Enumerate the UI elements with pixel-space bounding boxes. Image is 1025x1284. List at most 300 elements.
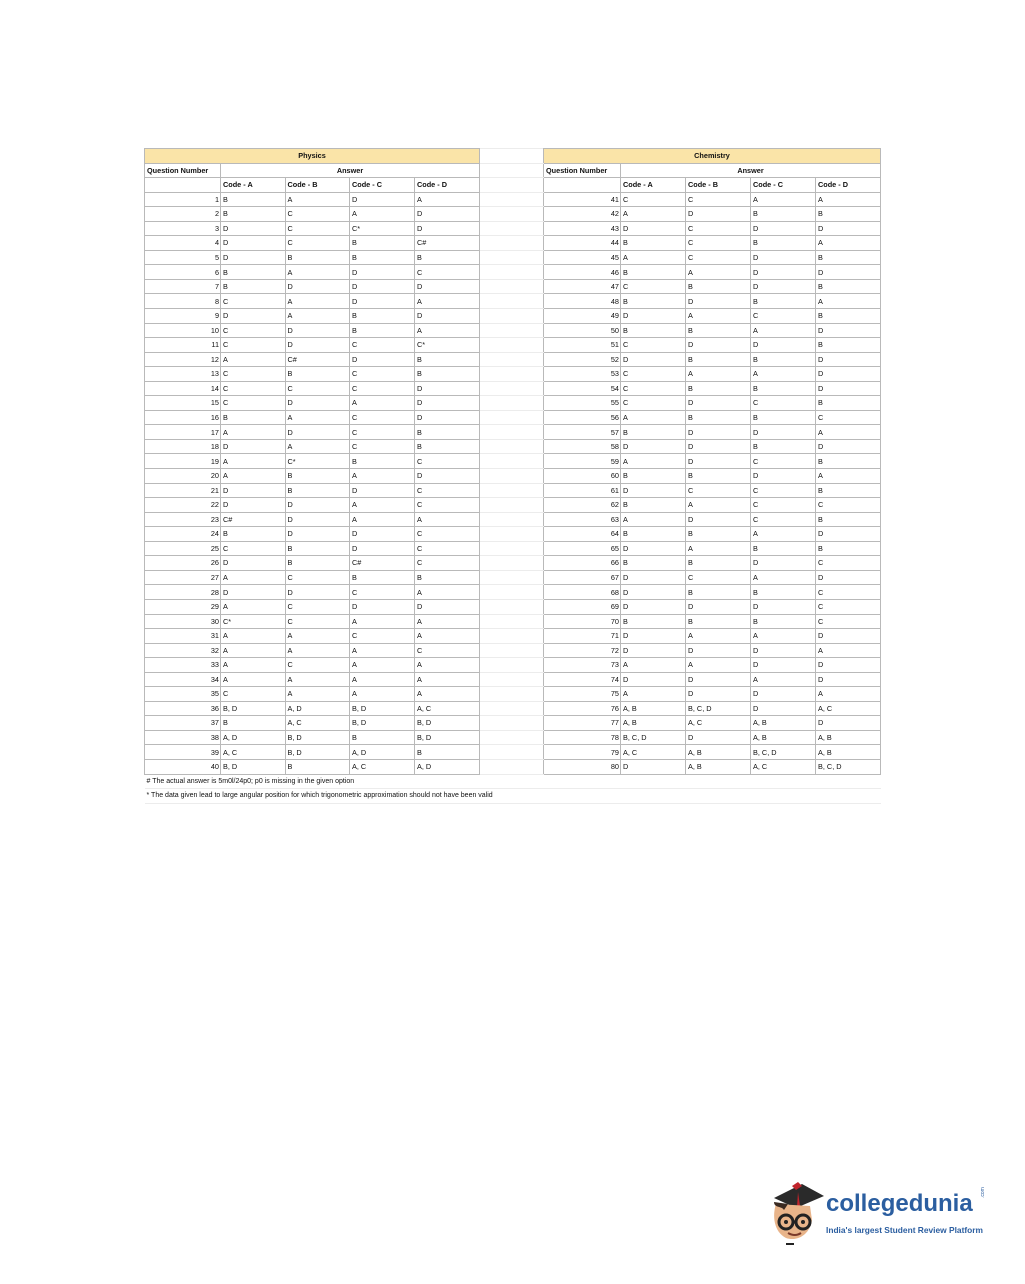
chemistry-answer-cell: A <box>621 410 686 425</box>
chemistry-answer-cell: A <box>751 323 816 338</box>
footnote: # The actual answer is 5m0l/24p0; p0 is missing in the given option <box>145 774 881 789</box>
physics-answer-cell: B <box>221 207 286 222</box>
chemistry-answer-cell: D <box>816 439 881 454</box>
physics-answer-cell: D <box>415 221 480 236</box>
chemistry-answer-cell: B <box>816 207 881 222</box>
brand-tagline: India's largest Student Review Platform <box>826 1225 983 1235</box>
chemistry-answer-cell: A <box>751 672 816 687</box>
chemistry-answer-cell: D <box>686 643 751 658</box>
chemistry-answer-cell: B <box>686 323 751 338</box>
physics-answer-cell: A, D <box>221 730 286 745</box>
physics-answer-cell: D <box>285 527 350 542</box>
physics-answer-cell: C <box>285 658 350 673</box>
chemistry-answer-cell: B, C, D <box>816 759 881 774</box>
physics-answer-cell: D <box>350 352 415 367</box>
chemistry-answer-cell: A, B <box>751 716 816 731</box>
physics-answer-cell: D <box>350 483 415 498</box>
chemistry-answer-cell: C <box>751 498 816 513</box>
answer-header-row <box>145 163 881 178</box>
chemistry-question-number: 72 <box>544 643 621 658</box>
physics-answer-cell: D <box>415 599 480 614</box>
answer-key-sheet <box>144 148 881 804</box>
physics-answer-cell: C <box>285 236 350 251</box>
physics-question-number: 10 <box>145 323 221 338</box>
physics-answer-cell: A <box>221 643 286 658</box>
chemistry-question-number: 44 <box>544 236 621 251</box>
chemistry-answer-cell: D <box>816 323 881 338</box>
physics-answer-cell: C <box>415 556 480 571</box>
chemistry-answer-cell: A <box>686 658 751 673</box>
physics-answer-cell: C <box>415 527 480 542</box>
chemistry-code-header: Code - C <box>751 178 816 193</box>
physics-answer-cell: A <box>221 658 286 673</box>
chemistry-answer-cell: A, B <box>686 759 751 774</box>
chemistry-answer-cell: B <box>816 279 881 294</box>
chemistry-answer-cell: C <box>751 454 816 469</box>
chemistry-answer-cell: A <box>686 309 751 324</box>
physics-answer-cell: A <box>285 687 350 702</box>
physics-answer-cell: C <box>221 367 286 382</box>
table-row <box>145 309 881 324</box>
physics-question-number: 20 <box>145 469 221 484</box>
physics-answer-cell: B <box>415 250 480 265</box>
chemistry-answer-cell: D <box>751 425 816 440</box>
physics-question-number: 37 <box>145 716 221 731</box>
chemistry-answer-cell: D <box>751 265 816 280</box>
physics-question-number: 31 <box>145 629 221 644</box>
physics-answer-cell: B <box>221 716 286 731</box>
chemistry-question-number: 73 <box>544 658 621 673</box>
chemistry-answer-cell: B <box>751 381 816 396</box>
chemistry-answer-cell: B <box>751 541 816 556</box>
physics-answer-cell: A <box>350 643 415 658</box>
physics-answer-cell: B <box>221 527 286 542</box>
chemistry-answer-cell: B <box>686 556 751 571</box>
physics-question-number: 15 <box>145 396 221 411</box>
physics-answer-cell: D <box>350 265 415 280</box>
chemistry-question-number: 47 <box>544 279 621 294</box>
table-row <box>145 570 881 585</box>
chemistry-answer-cell: D <box>816 570 881 585</box>
physics-answer-cell: A <box>415 585 480 600</box>
chemistry-answer-cell: D <box>686 439 751 454</box>
physics-answer-cell: A <box>350 396 415 411</box>
physics-question-number: 6 <box>145 265 221 280</box>
chemistry-answer-cell: A <box>686 367 751 382</box>
chemistry-question-number: 46 <box>544 265 621 280</box>
chemistry-answer-cell: D <box>751 687 816 702</box>
physics-question-number: 32 <box>145 643 221 658</box>
chemistry-answer-cell: C <box>621 338 686 353</box>
chemistry-answer-cell: D <box>816 265 881 280</box>
physics-question-number: 30 <box>145 614 221 629</box>
physics-question-number: 2 <box>145 207 221 222</box>
table-row <box>145 469 881 484</box>
chemistry-answer-cell: A, B <box>621 701 686 716</box>
physics-answer-cell: B <box>350 250 415 265</box>
physics-answer-cell: D <box>285 512 350 527</box>
chemistry-answer-cell: C <box>621 367 686 382</box>
chemistry-answer-cell: B <box>816 454 881 469</box>
physics-answer-cell: C <box>350 367 415 382</box>
chemistry-question-number: 79 <box>544 745 621 760</box>
physics-answer-cell: D <box>221 556 286 571</box>
physics-answer-cell: A <box>415 629 480 644</box>
chemistry-question-number: 76 <box>544 701 621 716</box>
physics-answer-cell: B <box>285 556 350 571</box>
table-row <box>145 221 881 236</box>
physics-answer-cell: D <box>221 236 286 251</box>
chemistry-answer-cell: D <box>686 207 751 222</box>
physics-answer-cell: A <box>285 265 350 280</box>
physics-question-number: 12 <box>145 352 221 367</box>
chemistry-question-number: 43 <box>544 221 621 236</box>
physics-question-number: 23 <box>145 512 221 527</box>
chemistry-answer-cell: D <box>751 701 816 716</box>
chemistry-answer-cell: A <box>816 643 881 658</box>
chemistry-answer-cell: A <box>686 629 751 644</box>
footnote: * The data given lead to large angular position for which trigonometric approximation should not have been valid <box>145 789 881 804</box>
physics-answer-cell: D <box>285 338 350 353</box>
chemistry-answer-cell: B <box>686 410 751 425</box>
chemistry-answer-cell: A <box>751 367 816 382</box>
physics-question-number: 34 <box>145 672 221 687</box>
table-row <box>145 483 881 498</box>
physics-answer-cell: D <box>221 221 286 236</box>
physics-answer-cell: A <box>350 687 415 702</box>
chemistry-answer-cell: A <box>816 192 881 207</box>
chemistry-answer-cell: B <box>621 614 686 629</box>
physics-answer-cell: B <box>415 570 480 585</box>
chemistry-answer-cell: B <box>751 410 816 425</box>
chemistry-answer-cell: A <box>751 192 816 207</box>
physics-code-header: Code - C <box>350 178 415 193</box>
physics-question-number: 39 <box>145 745 221 760</box>
table-row <box>145 265 881 280</box>
chemistry-question-number: 55 <box>544 396 621 411</box>
chemistry-answer-cell: B <box>621 498 686 513</box>
chemistry-question-number: 53 <box>544 367 621 382</box>
physics-answer-cell: C# <box>415 236 480 251</box>
chemistry-question-number: 52 <box>544 352 621 367</box>
chemistry-answer-cell: D <box>621 483 686 498</box>
physics-answer-cell: B <box>415 367 480 382</box>
chemistry-answer-cell: D <box>621 309 686 324</box>
chemistry-answer-cell: D <box>621 541 686 556</box>
physics-answer-cell: C <box>350 410 415 425</box>
chemistry-answer-cell: B <box>621 469 686 484</box>
chemistry-answer-cell: B <box>751 585 816 600</box>
physics-answer-cell: B, D <box>350 716 415 731</box>
physics-answer-cell: B, D <box>221 759 286 774</box>
chemistry-answer-cell: C <box>621 192 686 207</box>
physics-answer-cell: D <box>285 279 350 294</box>
physics-answer-cell: A <box>350 672 415 687</box>
physics-answer-cell: A <box>285 643 350 658</box>
chemistry-code-header: Code - A <box>621 178 686 193</box>
physics-answer-cell: B <box>221 410 286 425</box>
chemistry-answer-cell: C <box>621 396 686 411</box>
chemistry-answer-cell: B <box>686 527 751 542</box>
physics-question-number: 11 <box>145 338 221 353</box>
physics-answer-cell: D <box>285 396 350 411</box>
physics-question-number: 5 <box>145 250 221 265</box>
chemistry-answer-cell: B <box>751 614 816 629</box>
physics-question-number: 9 <box>145 309 221 324</box>
physics-answer-cell: A <box>221 570 286 585</box>
chemistry-answer-cell: A, B <box>621 716 686 731</box>
chemistry-question-number: 60 <box>544 469 621 484</box>
table-row <box>145 658 881 673</box>
chemistry-answer-header: Answer <box>621 163 881 178</box>
chemistry-answer-cell: A <box>816 687 881 702</box>
chemistry-answer-cell: D <box>686 454 751 469</box>
physics-answer-cell: C <box>350 585 415 600</box>
chemistry-answer-cell: A, C <box>751 759 816 774</box>
physics-answer-cell: B, D <box>285 745 350 760</box>
table-row <box>145 629 881 644</box>
chemistry-answer-cell: D <box>751 279 816 294</box>
chemistry-answer-cell: B <box>621 236 686 251</box>
physics-question-number: 4 <box>145 236 221 251</box>
chemistry-answer-cell: D <box>621 585 686 600</box>
physics-answer-cell: B, D <box>285 730 350 745</box>
physics-answer-cell: A <box>221 629 286 644</box>
chemistry-question-number: 49 <box>544 309 621 324</box>
physics-answer-cell: C <box>415 483 480 498</box>
chemistry-answer-cell: C <box>751 309 816 324</box>
table-row <box>145 338 881 353</box>
chemistry-question-number: 45 <box>544 250 621 265</box>
table-row <box>145 396 881 411</box>
physics-question-number: 17 <box>145 425 221 440</box>
physics-question-number: 25 <box>145 541 221 556</box>
chemistry-answer-cell: D <box>621 599 686 614</box>
physics-answer-cell: D <box>350 541 415 556</box>
table-row <box>145 687 881 702</box>
physics-answer-cell: C <box>350 425 415 440</box>
chemistry-answer-cell: D <box>751 658 816 673</box>
physics-code-header: Code - B <box>285 178 350 193</box>
physics-answer-cell: A <box>415 192 480 207</box>
physics-answer-cell: B <box>415 352 480 367</box>
chemistry-question-number: 70 <box>544 614 621 629</box>
physics-answer-cell: A, C <box>221 745 286 760</box>
chemistry-question-number: 78 <box>544 730 621 745</box>
physics-answer-cell: B <box>221 265 286 280</box>
physics-answer-cell: B <box>415 439 480 454</box>
chemistry-question-number: 64 <box>544 527 621 542</box>
physics-question-number: 1 <box>145 192 221 207</box>
chemistry-answer-cell: D <box>816 221 881 236</box>
chemistry-answer-cell: D <box>621 439 686 454</box>
chemistry-answer-cell: C <box>816 585 881 600</box>
physics-question-number: 35 <box>145 687 221 702</box>
physics-answer-cell: B, D <box>415 730 480 745</box>
chemistry-answer-cell: C <box>816 498 881 513</box>
chemistry-answer-cell: A, B <box>686 745 751 760</box>
chemistry-answer-cell: D <box>621 759 686 774</box>
physics-answer-cell: C <box>415 454 480 469</box>
chemistry-question-number: 61 <box>544 483 621 498</box>
physics-answer-cell: D <box>221 439 286 454</box>
physics-answer-cell: C <box>285 381 350 396</box>
chemistry-question-number: 56 <box>544 410 621 425</box>
chemistry-question-number: 66 <box>544 556 621 571</box>
chemistry-answer-cell: A <box>621 658 686 673</box>
brand-name: collegedunia <box>826 1190 973 1217</box>
physics-answer-cell: B, D <box>415 716 480 731</box>
physics-answer-cell: C <box>415 265 480 280</box>
chemistry-question-number: 63 <box>544 512 621 527</box>
physics-question-number: 36 <box>145 701 221 716</box>
physics-answer-cell: A <box>415 614 480 629</box>
chemistry-answer-cell: B <box>751 352 816 367</box>
chemistry-answer-cell: C <box>816 556 881 571</box>
physics-question-number: 13 <box>145 367 221 382</box>
chemistry-answer-cell: D <box>621 672 686 687</box>
chemistry-answer-cell: B <box>686 352 751 367</box>
table-row <box>145 701 881 716</box>
chemistry-question-number: 54 <box>544 381 621 396</box>
chemistry-answer-cell: C <box>686 236 751 251</box>
chemistry-answer-cell: A, B <box>751 730 816 745</box>
chemistry-answer-cell: A <box>621 454 686 469</box>
chemistry-answer-cell: D <box>686 730 751 745</box>
table-row <box>145 585 881 600</box>
physics-answer-cell: A <box>221 454 286 469</box>
physics-question-number: 29 <box>145 599 221 614</box>
physics-answer-cell: A <box>221 469 286 484</box>
table-row <box>145 599 881 614</box>
chemistry-answer-cell: B <box>621 323 686 338</box>
chemistry-question-number: 75 <box>544 687 621 702</box>
physics-answer-cell: D <box>285 323 350 338</box>
physics-answer-cell: B <box>285 759 350 774</box>
chemistry-answer-cell: B <box>621 425 686 440</box>
physics-answer-cell: D <box>221 483 286 498</box>
chemistry-answer-cell: A, C <box>686 716 751 731</box>
physics-answer-cell: C <box>221 323 286 338</box>
chemistry-answer-cell: A, B <box>816 745 881 760</box>
chemistry-question-number: 51 <box>544 338 621 353</box>
physics-answer-cell: C <box>415 643 480 658</box>
chemistry-question-number: 62 <box>544 498 621 513</box>
physics-answer-cell: A <box>285 309 350 324</box>
physics-answer-cell: B <box>415 425 480 440</box>
table-row <box>145 745 881 760</box>
physics-answer-cell: C# <box>285 352 350 367</box>
brand-suffix: .com <box>980 1187 986 1198</box>
chemistry-answer-cell: B <box>751 294 816 309</box>
physics-question-number: 8 <box>145 294 221 309</box>
chemistry-answer-cell: B <box>816 541 881 556</box>
physics-answer-cell: C* <box>285 454 350 469</box>
chemistry-question-number: 65 <box>544 541 621 556</box>
chemistry-answer-cell: D <box>686 599 751 614</box>
physics-answer-cell: A <box>415 512 480 527</box>
chemistry-answer-cell: A <box>751 570 816 585</box>
chemistry-answer-cell: B <box>816 512 881 527</box>
chemistry-answer-cell: B, C, D <box>686 701 751 716</box>
chemistry-answer-cell: D <box>621 643 686 658</box>
physics-answer-cell: A <box>285 410 350 425</box>
physics-question-number: 19 <box>145 454 221 469</box>
physics-question-number-header: Question Number <box>145 163 221 178</box>
table-row <box>145 192 881 207</box>
physics-question-number: 33 <box>145 658 221 673</box>
chemistry-answer-cell: D <box>816 716 881 731</box>
table-row <box>145 498 881 513</box>
physics-answer-cell: C <box>221 294 286 309</box>
footnote-row <box>145 774 881 789</box>
physics-answer-cell: A <box>415 294 480 309</box>
chemistry-code-header: Code - B <box>686 178 751 193</box>
chemistry-question-number: 57 <box>544 425 621 440</box>
physics-answer-cell: C <box>350 439 415 454</box>
chemistry-answer-cell: B <box>751 207 816 222</box>
footnote-row <box>145 789 881 804</box>
physics-answer-cell: A <box>415 323 480 338</box>
chemistry-answer-cell: D <box>621 221 686 236</box>
chemistry-answer-cell: C <box>686 221 751 236</box>
physics-answer-cell: B <box>285 367 350 382</box>
chemistry-answer-cell: D <box>751 556 816 571</box>
chemistry-question-number: 50 <box>544 323 621 338</box>
physics-answer-cell: B <box>285 541 350 556</box>
chemistry-question-number-header: Question Number <box>544 163 621 178</box>
chemistry-answer-cell: A <box>686 498 751 513</box>
physics-answer-cell: D <box>350 294 415 309</box>
physics-answer-cell: D <box>285 425 350 440</box>
answer-key-table <box>144 148 881 804</box>
table-row <box>145 367 881 382</box>
table-row <box>145 454 881 469</box>
chemistry-answer-cell: A <box>621 250 686 265</box>
physics-answer-header: Answer <box>221 163 480 178</box>
physics-answer-cell: A <box>415 658 480 673</box>
chemistry-question-number: 71 <box>544 629 621 644</box>
physics-answer-cell: B <box>285 250 350 265</box>
physics-answer-cell: A <box>221 672 286 687</box>
table-row <box>145 556 881 571</box>
chemistry-answer-cell: D <box>751 338 816 353</box>
table-row <box>145 716 881 731</box>
chemistry-question-number: 41 <box>544 192 621 207</box>
chemistry-answer-cell: B <box>816 250 881 265</box>
chemistry-answer-cell: C <box>816 614 881 629</box>
physics-answer-cell: A, C <box>350 759 415 774</box>
chemistry-answer-cell: A <box>621 687 686 702</box>
chemistry-answer-cell: D <box>686 672 751 687</box>
table-row <box>145 643 881 658</box>
physics-answer-cell: D <box>221 250 286 265</box>
chemistry-answer-cell: D <box>751 221 816 236</box>
chemistry-answer-cell: D <box>751 250 816 265</box>
physics-answer-cell: A <box>350 512 415 527</box>
physics-answer-cell: D <box>350 527 415 542</box>
physics-answer-cell: B <box>350 309 415 324</box>
physics-code-header: Code - D <box>415 178 480 193</box>
chemistry-answer-cell: D <box>751 643 816 658</box>
physics-question-number: 28 <box>145 585 221 600</box>
physics-title: Physics <box>145 149 480 164</box>
physics-answer-cell: C <box>285 207 350 222</box>
physics-answer-cell: B <box>350 323 415 338</box>
chemistry-answer-cell: B <box>686 585 751 600</box>
table-row <box>145 512 881 527</box>
chemistry-code-header: Code - D <box>816 178 881 193</box>
